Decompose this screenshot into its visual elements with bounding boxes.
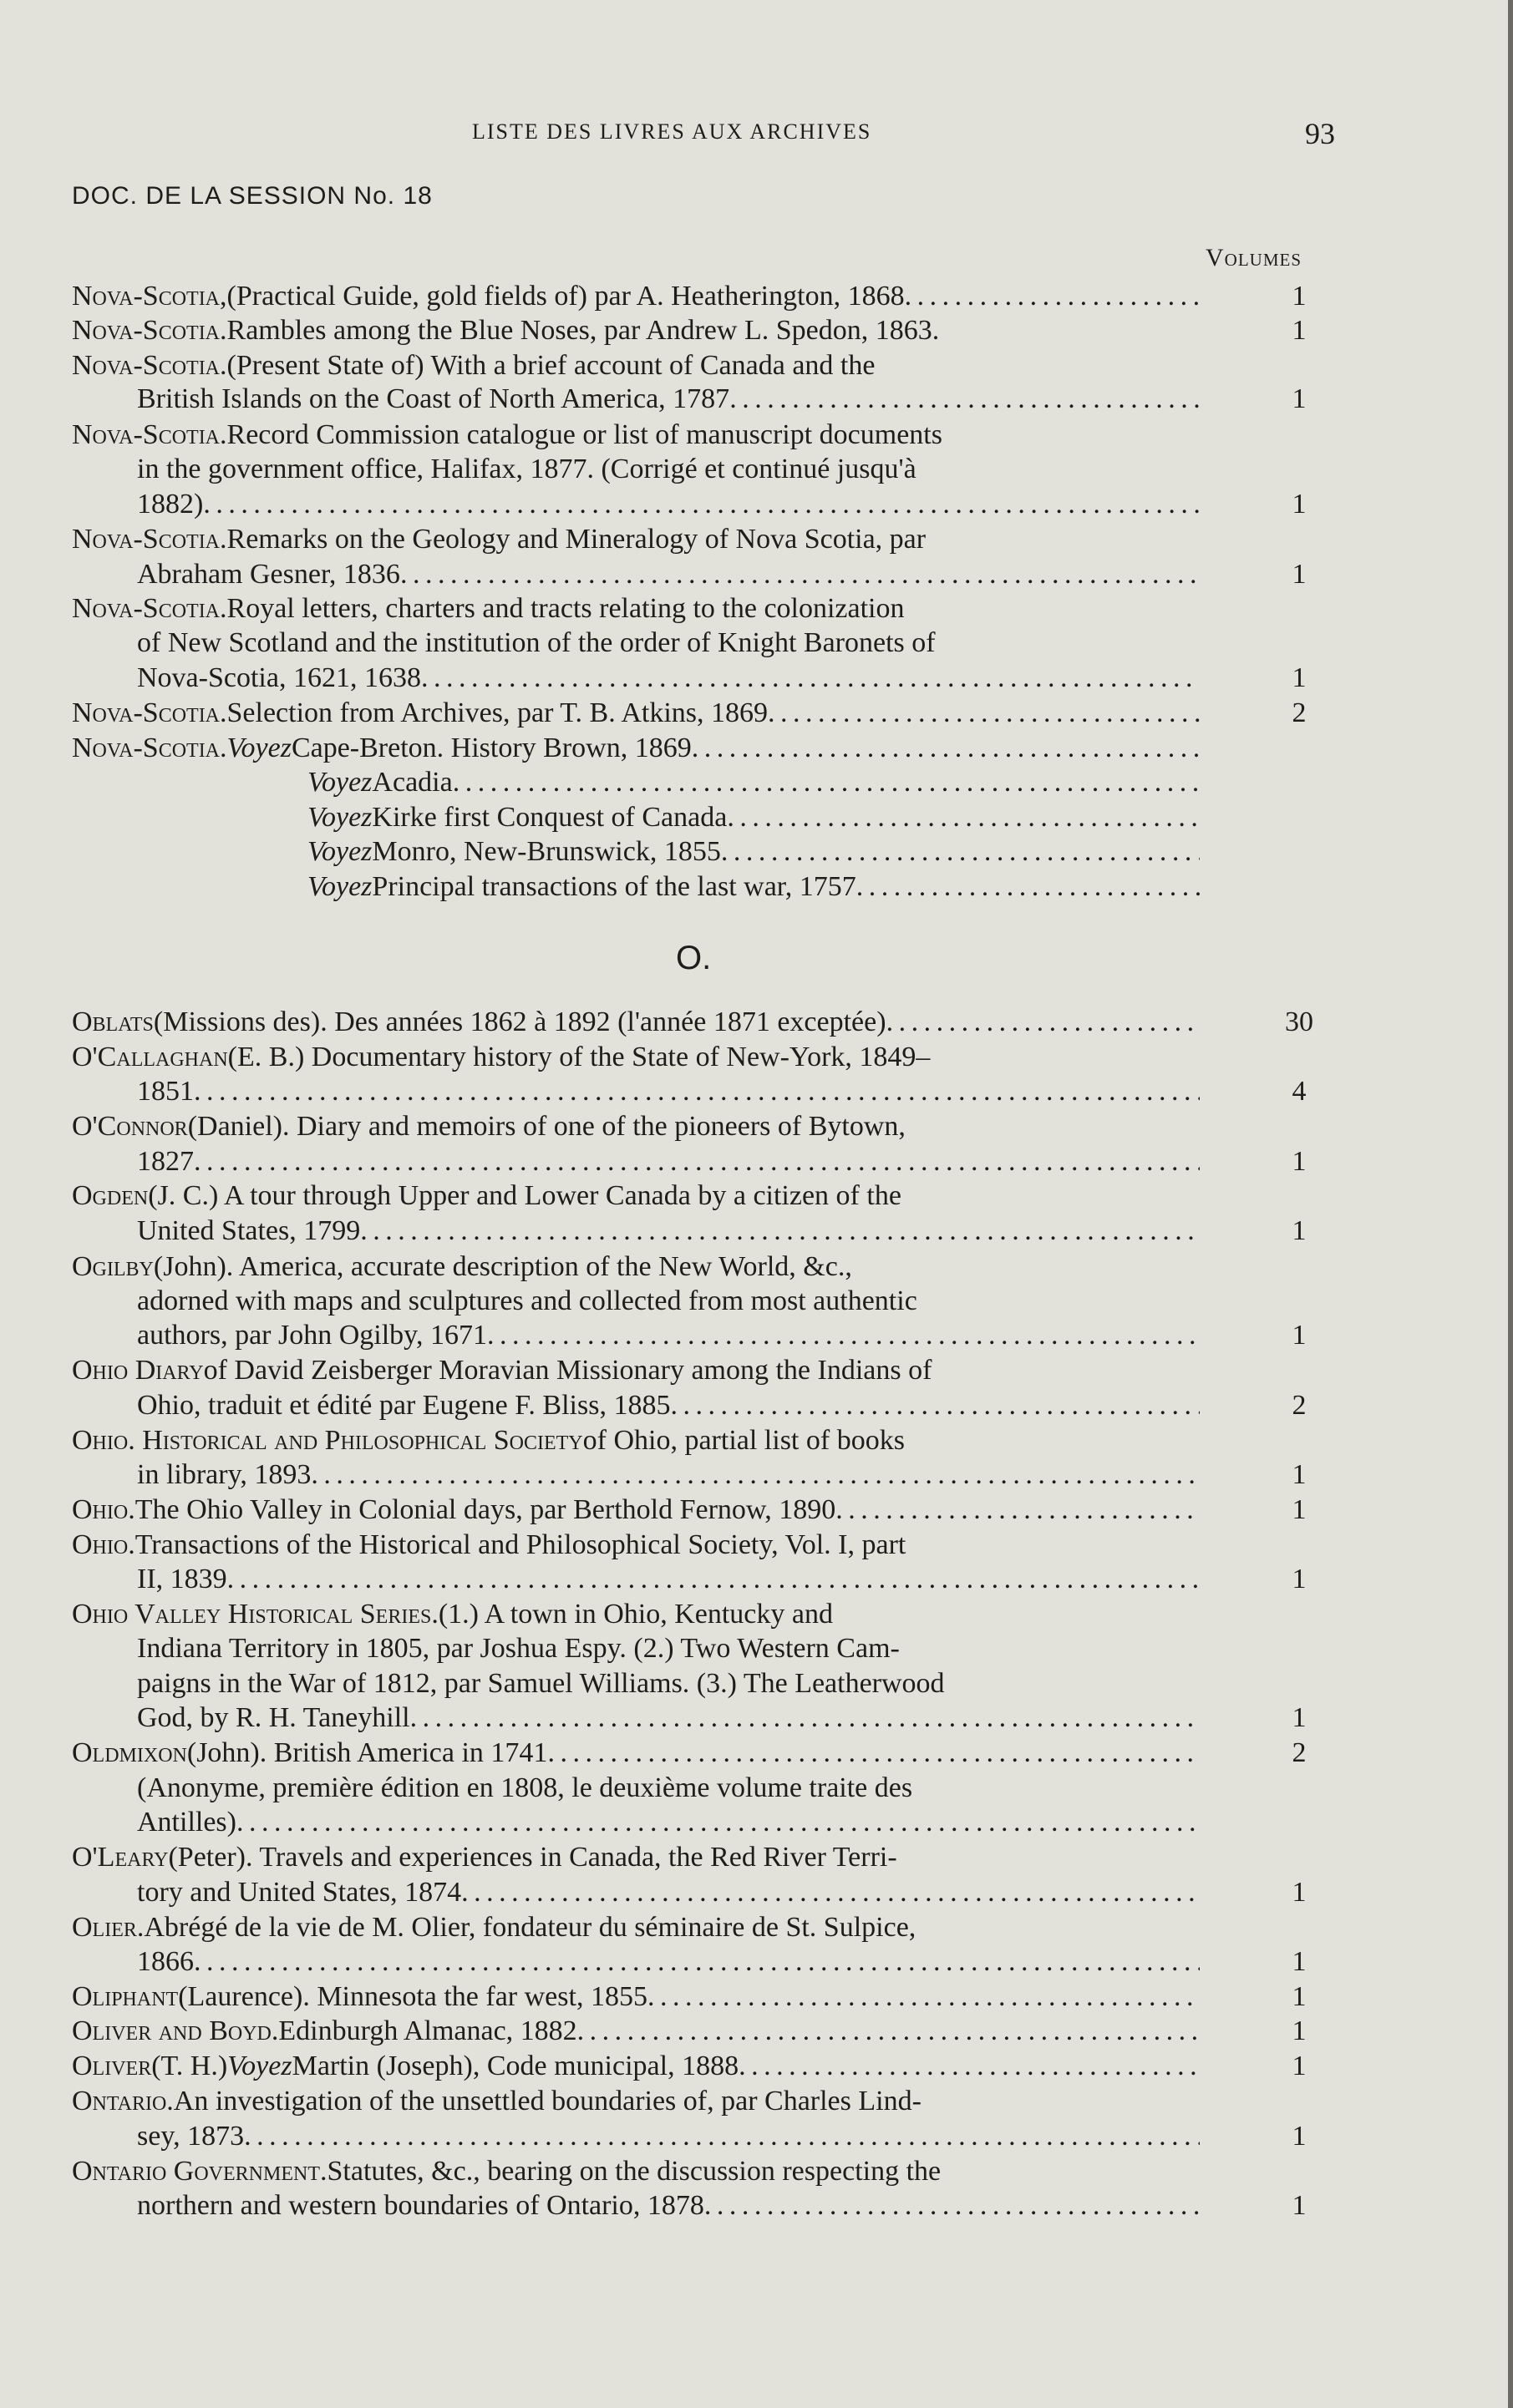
entry-text: of David Zeisberger Moravian Missionary among the Indians of <box>203 1355 932 1386</box>
dot-leader <box>905 279 1200 314</box>
dot-leader <box>739 2049 1200 2084</box>
entry-line <box>307 765 1200 800</box>
entry-line <box>72 2049 1200 2084</box>
entry-heading: O'Callaghan <box>72 1042 228 1072</box>
entry-line <box>72 731 1200 766</box>
entry-line <box>72 1840 1200 1875</box>
dot-leader <box>453 765 1200 800</box>
volume-count: 1 <box>1292 281 1307 312</box>
entry-text: paigns in the War of 1812, par Samuel Williams. (3.) The Leatherwood <box>137 1668 945 1699</box>
entry-text: (E. B.) Documentary history of the State of New-York, 1849– <box>227 1042 931 1072</box>
entry-text: Kirke first Conquest of Canada <box>372 802 728 833</box>
entry-line <box>137 557 1200 592</box>
entry-line <box>137 1944 1200 1980</box>
entry-line <box>72 418 1200 453</box>
dot-leader <box>311 1457 1200 1493</box>
entry-line <box>72 1910 1200 1945</box>
entry-heading: Oldmixon <box>72 1737 187 1768</box>
entry-line <box>72 1736 1200 1771</box>
entry-line <box>137 1701 1200 1736</box>
volume-count: 1 <box>1292 1564 1307 1594</box>
entry-text: authors, par John Ogilby, 1671 <box>137 1320 487 1351</box>
entry-line <box>72 1005 1200 1040</box>
entry-line <box>137 1771 1200 1806</box>
document-session-label: DOC. DE LA SESSION No. 18 <box>72 182 433 210</box>
entry-text: (John). British America in 1741 <box>186 1737 548 1768</box>
entry-line <box>137 1875 1200 1910</box>
entry-text: The Ohio Valley in Colonial days, par Berthold Fernow, 1890 <box>135 1494 836 1525</box>
voyez-label: Voyez <box>307 836 373 867</box>
entry-line <box>72 313 1200 348</box>
entry-heading: Oliver and Boyd. <box>72 2015 279 2046</box>
entry-line <box>72 1528 1200 1563</box>
entry-line <box>137 661 1200 696</box>
entry-text: Record Commission catalogue or list of manuscript documents <box>226 419 942 450</box>
entry-text: (Present State of) With a brief account of Canada and the <box>226 350 876 381</box>
entry-heading: Nova-Scotia. <box>72 733 227 763</box>
entry-heading: Nova-Scotia. <box>72 350 227 381</box>
entry-text: United States, 1799 <box>137 1215 361 1246</box>
entry-heading: O'Connor <box>72 1111 188 1142</box>
dot-leader <box>400 557 1200 592</box>
volume-count: 2 <box>1292 697 1307 728</box>
entry-heading: Nova-Scotia. <box>72 315 227 346</box>
entry-text: (John). America, accurate description of the New World, &c., <box>153 1251 852 1282</box>
entry-line <box>72 591 1200 626</box>
entry-line <box>72 1423 1200 1458</box>
entry-line <box>137 452 1200 487</box>
voyez-label: Voyez <box>227 2051 292 2081</box>
dot-leader <box>547 1736 1200 1771</box>
entry-line <box>137 1214 1200 1249</box>
entry-text: Royal letters, charters and tracts relating to the colonization <box>226 593 905 624</box>
entry-line <box>72 2014 1200 2049</box>
entry-line <box>72 1109 1200 1144</box>
entry-heading: Ogden <box>72 1180 149 1211</box>
page-number: 93 <box>1305 117 1335 150</box>
entry-line <box>137 1074 1200 1109</box>
volume-count: 1 <box>1292 2121 1307 2152</box>
entry-text: sey, 1873 <box>137 2121 245 2152</box>
dot-leader <box>410 1701 1200 1736</box>
dot-leader <box>835 1493 1200 1528</box>
entry-heading: Nova-Scotia. <box>72 697 227 728</box>
entry-heading: Olier. <box>72 1912 145 1943</box>
entry-text: (1.) A town in Ohio, Kentucky and <box>438 1599 833 1630</box>
dot-leader <box>704 2188 1200 2223</box>
entry-text: Abraham Gesner, 1836 <box>137 559 400 590</box>
entry-text: Cape-Breton. History Brown, 1869 <box>291 733 692 763</box>
dot-leader <box>856 869 1200 905</box>
dot-leader <box>692 731 1200 766</box>
dot-leader <box>194 1944 1200 1980</box>
entry-text: northern and western boundaries of Ontario, 1878 <box>137 2190 704 2221</box>
entry-text: Statutes, &c., bearing on the discussion respecting the <box>327 2156 942 2187</box>
running-head: LISTE DES LIVRES AUX ARCHIVES <box>472 119 872 144</box>
dot-leader <box>236 1805 1200 1840</box>
dot-leader <box>487 1318 1200 1353</box>
volume-count: 1 <box>1292 1459 1307 1490</box>
entry-text: Selection from Archives, par T. B. Atkins, 1869 <box>226 697 769 728</box>
dot-leader <box>768 696 1200 731</box>
entry-text: Remarks on the Geology and Mineralogy of Nova Scotia, par <box>226 524 927 555</box>
entry-line <box>137 2119 1200 2154</box>
dot-leader <box>729 382 1200 417</box>
entry-line <box>137 487 1200 522</box>
entry-text: 1827 <box>137 1146 194 1177</box>
entry-heading: Ohio. <box>72 1494 135 1525</box>
entry-text: Nova-Scotia, 1621, 1638 <box>137 662 421 693</box>
dot-leader <box>360 1214 1200 1249</box>
entry-line <box>72 1040 1200 1075</box>
entry-line <box>137 1284 1200 1319</box>
volume-count: 1 <box>1292 1146 1307 1177</box>
entry-text: (Practical Guide, gold fields of) par A. Heatherington, 1868 <box>226 281 905 312</box>
dot-leader <box>727 800 1200 835</box>
volume-count: 1 <box>1292 1320 1307 1351</box>
dot-leader <box>886 1005 1200 1040</box>
volume-count: 1 <box>1292 1877 1307 1908</box>
entry-text: Principal transactions of the last war, 1757 <box>372 871 856 902</box>
entry-heading: Ogilby <box>72 1251 154 1282</box>
dot-leader <box>244 2119 1200 2154</box>
entry-text: in the government office, Halifax, 1877. (Corrigé et continué jusqu'à <box>137 454 916 484</box>
entry-text: II, 1839 <box>137 1564 227 1594</box>
entry-text: tory and United States, 1874 <box>137 1877 462 1908</box>
voyez-label: Voyez <box>307 767 373 798</box>
entry-text: An investigation of the unsettled boundaries of, par Charles Lind- <box>173 2086 922 2117</box>
voyez-label: Voyez <box>307 802 373 833</box>
entry-text: (Peter). Travels and experiences in Canada, the Red River Terri- <box>168 1842 897 1873</box>
entry-text: of Ohio, partial list of books <box>582 1425 905 1456</box>
entry-line <box>72 2084 1200 2119</box>
entry-heading: Nova-Scotia, <box>72 281 227 312</box>
entry-text: (Laurence). Minnesota the far west, 1855 <box>178 1981 647 2012</box>
entry-text: 1851 <box>137 1076 194 1107</box>
dot-leader <box>577 2014 1200 2049</box>
entry-heading: Ohio Diary <box>72 1355 204 1386</box>
entry-line <box>137 1562 1200 1597</box>
volume-count: 4 <box>1292 1076 1307 1107</box>
volumes-column-heading: Volumes <box>1206 244 1302 271</box>
volume-count: 1 <box>1292 1494 1307 1525</box>
entry-line <box>72 1250 1200 1285</box>
entry-text: Edinburgh Almanac, 1882 <box>278 2015 577 2046</box>
entry-text: Ohio, traduit et édité par Eugene F. Bliss, 1885 <box>137 1390 671 1421</box>
dot-leader <box>203 487 1200 522</box>
volume-count: 1 <box>1292 383 1307 414</box>
entry-line <box>72 1493 1200 1528</box>
entry-line <box>137 1666 1200 1701</box>
volume-count: 1 <box>1292 315 1307 346</box>
page-edge <box>1508 0 1513 2408</box>
entry-line <box>72 279 1200 314</box>
entry-text: Transactions of the Historical and Philosophical Society, Vol. I, part <box>135 1529 906 1560</box>
entry-text: 1866 <box>137 1946 194 1977</box>
entry-heading: O'Leary <box>72 1842 169 1873</box>
entry-line <box>137 1318 1200 1353</box>
entry-line <box>307 800 1200 835</box>
entry-text: Indiana Territory in 1805, par Joshua Espy. (2.) Two Western Cam- <box>137 1633 900 1664</box>
entry-text-tail: Martin (Joseph), Code municipal, 1888 <box>292 2051 739 2081</box>
entry-line <box>307 869 1200 905</box>
entry-heading: Nova-Scotia. <box>72 419 227 450</box>
volume-count: 1 <box>1292 1215 1307 1246</box>
volume-count: 1 <box>1292 489 1307 520</box>
entry-text: God, by R. H. Taneyhill <box>137 1702 410 1733</box>
entry-line <box>137 1631 1200 1666</box>
entry-line <box>72 1980 1200 2015</box>
dot-leader <box>647 1980 1200 2015</box>
entry-line <box>72 2154 1200 2189</box>
entry-heading: Ohio. Historical and Philosophical Society <box>72 1425 583 1456</box>
dot-leader <box>461 1875 1200 1910</box>
entry-line <box>72 522 1200 557</box>
entry-heading: Oliphant <box>72 1981 179 2012</box>
voyez-label: Voyez <box>307 871 373 902</box>
entry-line <box>137 1144 1200 1179</box>
entry-text: Acadia <box>372 767 453 798</box>
volume-count: 1 <box>1292 2190 1307 2221</box>
entry-text: adorned with maps and sculptures and collected from most authentic <box>137 1285 917 1316</box>
volume-count: 30 <box>1285 1006 1313 1037</box>
entry-heading: Oliver <box>72 2051 152 2081</box>
volume-count: 1 <box>1292 1981 1307 2012</box>
entry-line <box>72 1597 1200 1632</box>
entry-line <box>72 1179 1200 1214</box>
volume-count: 1 <box>1292 662 1307 693</box>
entry-text: of New Scotland and the institution of the order of Knight Baronets of <box>137 627 936 658</box>
entry-line <box>72 348 1200 383</box>
volume-count: 2 <box>1292 1737 1307 1768</box>
entry-heading: Nova-Scotia. <box>72 593 227 624</box>
dot-leader <box>670 1388 1200 1423</box>
entry-heading: Ontario. <box>72 2086 174 2117</box>
volume-count: 1 <box>1292 1946 1307 1977</box>
entry-text: Monro, New-Brunswick, 1855 <box>372 836 721 867</box>
entry-heading: Ohio Valley Historical Series. <box>72 1599 439 1630</box>
volume-count: 1 <box>1292 2015 1307 2046</box>
entry-text: (T. H.) <box>151 2051 228 2081</box>
entry-text: (J. C.) A tour through Upper and Lower Canada by a citizen of the <box>148 1180 901 1211</box>
entry-text: (Missions des). Des années 1862 à 1892 (l'année 1871 exceptée) <box>153 1006 886 1037</box>
entry-line <box>137 1457 1200 1493</box>
volume-count: 2 <box>1292 1390 1307 1421</box>
entry-text: 1882) <box>137 489 204 520</box>
entry-text: (Anonyme, première édition en 1808, le deuxième volume traite des <box>137 1772 913 1803</box>
section-letter: O. <box>676 940 712 976</box>
entry-line <box>72 1353 1200 1388</box>
entry-line <box>307 834 1200 869</box>
dot-leader <box>194 1144 1200 1179</box>
volume-count: 1 <box>1292 559 1307 590</box>
entry-line <box>137 626 1200 661</box>
entry-heading: Oblats <box>72 1006 154 1037</box>
entry-text: Rambles among the Blue Noses, par Andrew L. Spedon, 1863. <box>226 315 940 346</box>
voyez-label: Voyez <box>226 733 292 763</box>
volume-count: 1 <box>1292 2051 1307 2081</box>
entry-line <box>72 696 1200 731</box>
entry-text: (Daniel). Diary and memoirs of one of the pioneers of Bytown, <box>187 1111 906 1142</box>
entry-heading: Ohio. <box>72 1529 135 1560</box>
entry-text: Antilles) <box>137 1807 236 1838</box>
dot-leader <box>421 661 1200 696</box>
dot-leader <box>194 1074 1200 1109</box>
dot-leader <box>227 1562 1200 1597</box>
volume-count: 1 <box>1292 1702 1307 1733</box>
entry-line <box>137 1388 1200 1423</box>
entry-heading: Nova-Scotia. <box>72 524 227 555</box>
entry-heading: Ontario Government. <box>72 2156 327 2187</box>
entry-line <box>137 2188 1200 2223</box>
entry-text: British Islands on the Coast of North America, 1787 <box>137 383 730 414</box>
entry-text: Abrégé de la vie de M. Olier, fondateur du séminaire de St. Sulpice, <box>144 1912 916 1943</box>
dot-leader <box>721 834 1200 869</box>
entry-line <box>137 382 1200 417</box>
entry-text: in library, 1893 <box>137 1459 312 1490</box>
entry-line <box>137 1805 1200 1840</box>
